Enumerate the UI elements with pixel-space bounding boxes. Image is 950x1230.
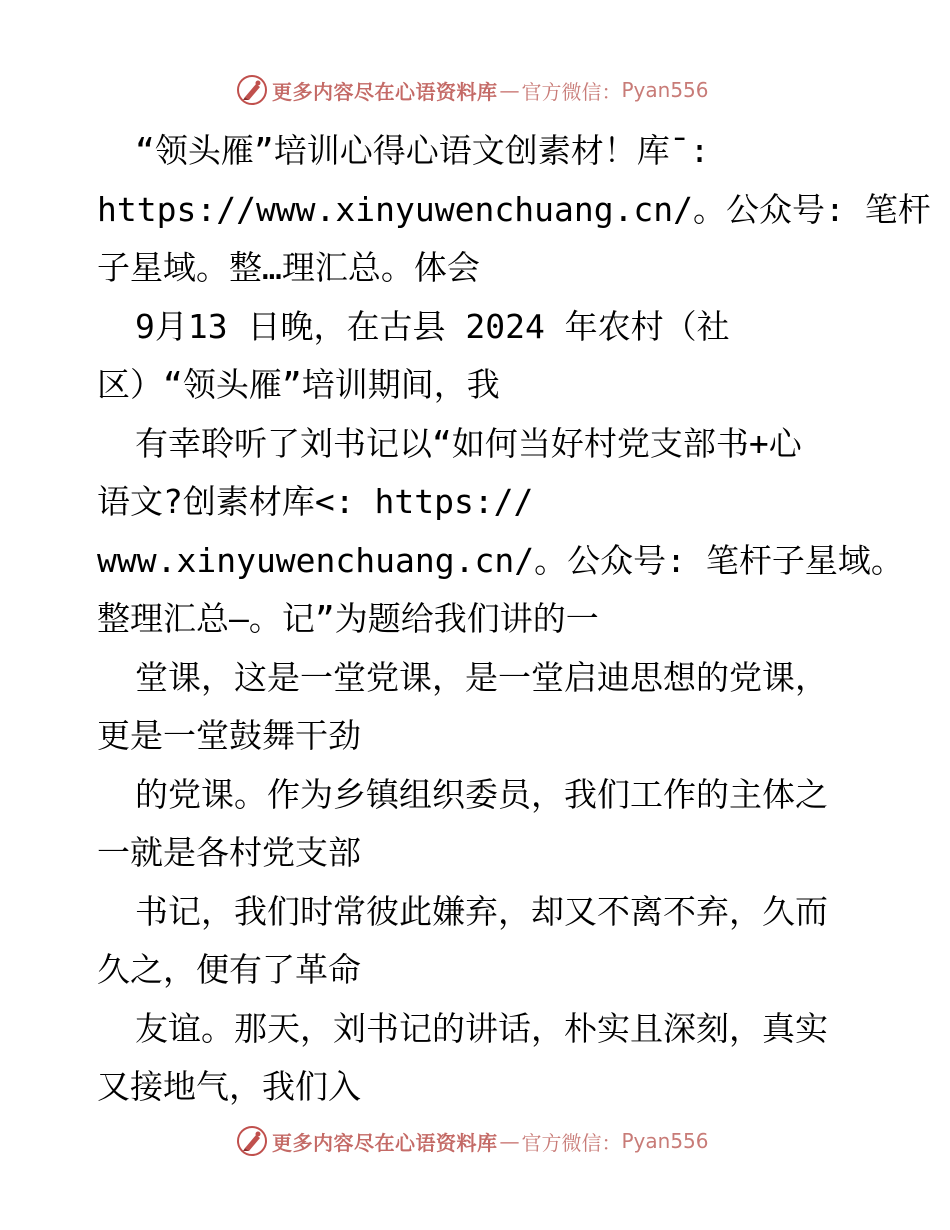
- text-line: 更是一堂鼓舞干劲: [97, 716, 361, 755]
- pen-logo-icon: [236, 1125, 268, 1157]
- text-line: 堂课，这是一堂党课，是一堂启迪思想的党课，: [135, 657, 828, 697]
- text-line: 又接地气，我们入: [97, 1067, 361, 1106]
- text-line: 一就是各村党支部: [97, 833, 361, 872]
- header-watermark: [236, 73, 709, 107]
- watermark-wechat-label: 官方微信：: [521, 1130, 622, 1155]
- text-line: 区）“领头雁”培训期间，我: [97, 365, 500, 404]
- text-line: www.xinyuwenchuang.cn/。公众号: 笔杆子星域。: [97, 540, 904, 580]
- text-line: 有幸聆听了刘书记以“如何当好村党支部书+心: [135, 423, 802, 463]
- text-line: 书记，我们时常彼此嫌弃，却又不离不弃，久而: [135, 891, 828, 931]
- text-line: 友谊。那天，刘书记的讲话，朴实且深刻，真实: [135, 1008, 828, 1048]
- text-line: “领头雁”培训心得心语文创素材！库¯:: [135, 131, 710, 170]
- text-line: 9月13 日晚，在古县 2024 年农村（社: [135, 306, 730, 346]
- watermark-brand: 更多内容尽在心语资料库: [272, 79, 498, 104]
- watermark-dash: —: [499, 78, 520, 102]
- text-line: 的党课。作为乡镇组织委员，我们工作的主体之: [135, 774, 828, 814]
- watermark-wechat-id: Pyan556: [621, 78, 709, 102]
- watermark-wechat-label: 官方微信：: [521, 79, 622, 104]
- text-line: https://www.xinyuwenchuang.cn/。公众号: 笔杆: [97, 189, 931, 229]
- watermark-wechat-id: Pyan556: [621, 1129, 709, 1153]
- text-line: 久之，便有了革命: [97, 950, 361, 989]
- watermark-dash: —: [499, 1129, 520, 1153]
- text-line: 子星域。整…理汇总。体会: [97, 248, 480, 287]
- watermark-brand: 更多内容尽在心语资料库: [272, 1130, 498, 1155]
- text-line: 语文?创素材库<: https://: [97, 482, 534, 521]
- document-body: [97, 122, 931, 1117]
- footer-watermark: [236, 1124, 709, 1158]
- text-line: 整理汇总—。记”为题给我们讲的一: [97, 599, 599, 638]
- pen-logo-icon: [236, 74, 268, 106]
